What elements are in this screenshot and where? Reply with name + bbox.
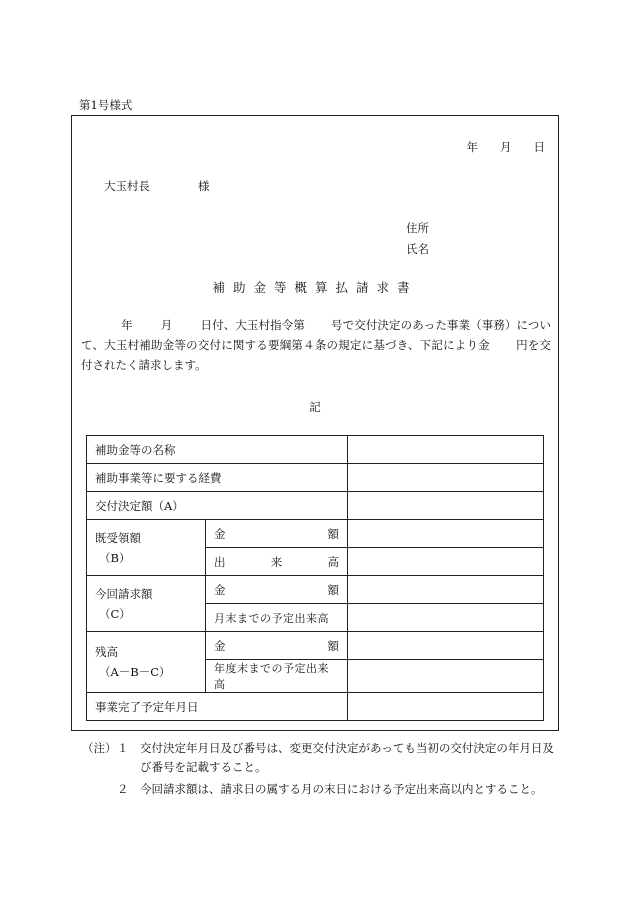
row-label: 事業完了予定年月日 xyxy=(87,693,348,721)
table-row xyxy=(87,520,544,548)
note-item xyxy=(82,739,562,777)
sub-char: 金 xyxy=(214,638,226,653)
value-cell[interactable] xyxy=(348,632,544,660)
group-line: 今回請求額 xyxy=(95,586,153,601)
document-title: 補助金等概算払請求書 xyxy=(212,280,418,295)
sub-char: 金 xyxy=(214,526,226,541)
sub-char: 来 xyxy=(270,554,283,569)
notes xyxy=(82,739,562,802)
body-main: 号で交付決定のあった事業（事務）について、大玉村補助金等の交付に関する要綱第４条の規定に基づき、下記により金 xyxy=(81,318,551,352)
row-label: 補助事業等に要する経費 xyxy=(87,464,348,492)
recipient xyxy=(104,178,210,194)
date-month: 月 xyxy=(500,140,512,154)
sub-char: 額 xyxy=(327,638,339,653)
body-end: 円を交付されたく請求します。 xyxy=(81,338,551,372)
form-frame xyxy=(71,115,559,731)
table-row xyxy=(87,492,544,520)
value-cell[interactable] xyxy=(348,520,544,548)
note-item xyxy=(82,780,562,799)
note-number: １ xyxy=(117,741,129,755)
row-label: 交付決定額（A） xyxy=(87,492,348,520)
group-line: （B） xyxy=(99,550,131,565)
name-label: 氏名 xyxy=(406,242,429,256)
group-label-balance xyxy=(87,632,206,693)
note-text: 今回請求額は、請求日の属する月の末日における予定出来高以内とすること。 xyxy=(140,782,543,796)
value-cell[interactable] xyxy=(348,464,544,492)
date-year: 年 xyxy=(466,140,478,154)
date-line xyxy=(467,139,546,155)
form-number: 第1号様式 xyxy=(79,98,133,112)
table-row xyxy=(87,464,544,492)
date-day: 日 xyxy=(533,140,545,154)
sub-char: 出 xyxy=(214,554,226,569)
value-cell[interactable] xyxy=(348,548,544,576)
value-cell[interactable] xyxy=(348,660,544,693)
body-month: 月 xyxy=(160,318,173,332)
value-cell[interactable] xyxy=(348,693,544,721)
value-cell[interactable] xyxy=(348,492,544,520)
table-row xyxy=(87,632,544,660)
note-text: 交付決定年月日及び番号は、変更交付決定があっても当初の交付決定の年月日及び番号を記載すること。 xyxy=(140,741,554,774)
group-label-received xyxy=(87,520,206,576)
group-line: 残高 xyxy=(95,645,118,659)
table-row xyxy=(87,693,544,721)
sub-label xyxy=(206,548,348,576)
recipient-honorific: 様 xyxy=(198,179,210,193)
sub-label xyxy=(206,520,348,548)
group-line: 既受領額 xyxy=(95,530,141,545)
notes-head: （注） xyxy=(82,741,117,755)
body-year: 年 xyxy=(121,318,133,332)
note-number: ２ xyxy=(117,782,129,796)
body-day-ref: 日付、大玉村指令第 xyxy=(200,318,305,332)
row-label: 補助金等の名称 xyxy=(87,436,348,464)
sub-char: 高 xyxy=(327,554,339,569)
sub-label xyxy=(206,632,348,660)
sub-label: 年度末までの予定出来高 xyxy=(206,660,348,693)
group-line: （A－B－C） xyxy=(99,665,171,679)
sub-label: 月末までの予定出来高 xyxy=(206,604,348,632)
sub-char: 額 xyxy=(327,582,339,597)
sub-char: 額 xyxy=(327,526,339,541)
ki-heading: 記 xyxy=(309,400,321,414)
table-row xyxy=(87,576,544,604)
recipient-name: 大玉村長 xyxy=(104,179,150,193)
address-label: 住所 xyxy=(406,221,429,235)
sub-char: 金 xyxy=(214,582,226,597)
group-label-request xyxy=(87,576,206,632)
value-cell[interactable] xyxy=(348,576,544,604)
value-cell[interactable] xyxy=(348,436,544,464)
value-cell[interactable] xyxy=(348,604,544,632)
request-body xyxy=(81,315,551,375)
request-table xyxy=(86,435,544,721)
group-line: （C） xyxy=(99,606,131,621)
sub-label xyxy=(206,576,348,604)
table-row xyxy=(87,436,544,464)
